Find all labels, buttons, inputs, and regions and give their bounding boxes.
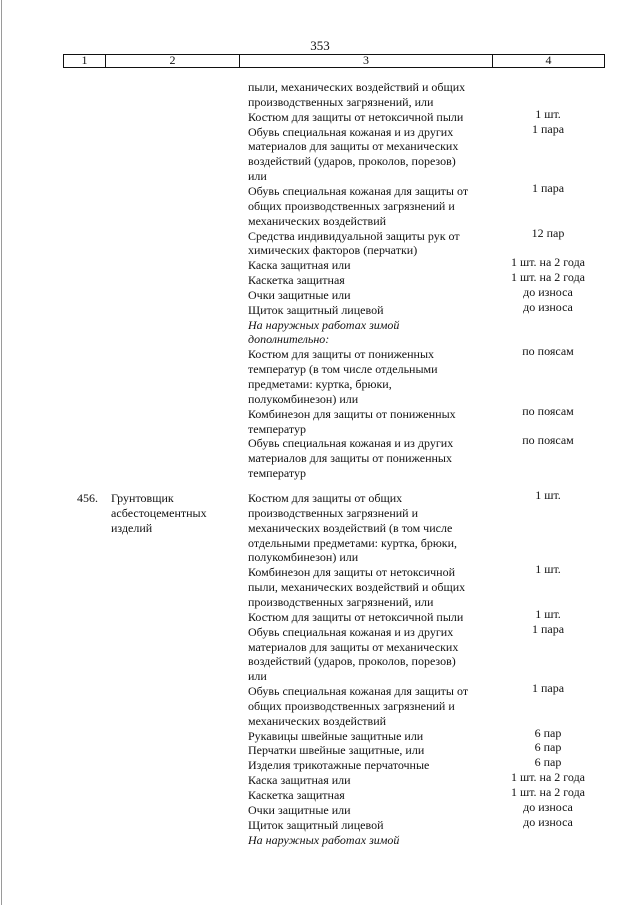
item-text: производственных загрязнений и [248, 505, 419, 520]
item-text: полукомбинезон) или [248, 391, 359, 406]
column-header-row [63, 54, 605, 68]
item-text: механических воздействий [248, 713, 387, 728]
quantity-text: 6 пар [534, 725, 562, 740]
item-text: Костюм для защиты от нетоксичной пыли [248, 609, 464, 624]
item-text: Обувь специальная кожаная для защиты от [248, 183, 469, 198]
item-text: полукомбинезон) или [248, 550, 359, 565]
item-text: Рукавицы швейные защитные или [248, 728, 424, 743]
item-text: Средства индивидуальной защиты рук от [248, 228, 460, 243]
quantity-text: 1 шт. на 2 года [510, 270, 586, 285]
quantity-text: 1 шт. [535, 488, 561, 502]
note-text: На наружных работах зимой [248, 317, 400, 332]
item-text: Костюм для защиты от нетоксичной пыли [248, 109, 464, 124]
scan-edge-line [1, 0, 2, 905]
quantity-text: 1 шт. [535, 106, 561, 121]
item-text: химических факторов (перчатки) [248, 243, 418, 258]
quantity-text: 1 шт. [535, 562, 561, 577]
quantity-text: 1 пара [531, 681, 565, 696]
item-text: Обувь специальная кожаная и из других [248, 124, 454, 139]
quantity-text: по поясам [522, 433, 574, 448]
item-text: пыли, механических воздействий и общих [248, 80, 466, 94]
item-text: Каска защитная или [248, 773, 351, 788]
item-text: общих производственных загрязнений и [248, 198, 455, 213]
item-text: воздействий (ударов, проколов, порезов) [248, 154, 456, 169]
item-text: предметами: куртка, брюки, [248, 377, 392, 391]
column-header-2: 2 [106, 55, 240, 67]
item-text: Каска защитная или [248, 258, 351, 273]
item-text: пыли, механических воздействий и общих [248, 580, 466, 595]
item-text: Обувь специальная кожаная для защиты от [248, 684, 469, 699]
quantity-text: 1 шт. [535, 606, 561, 621]
item-text: Обувь специальная кожаная и из других [248, 624, 454, 639]
item-text: Каскетка защитная [248, 788, 345, 802]
item-text: или [248, 169, 267, 184]
item-text: Костюм для защиты от пониженных [248, 347, 435, 362]
quantity-text: 1 пара [531, 180, 565, 195]
quantity-text: до износа [523, 299, 573, 314]
item-text: Очки защитные или [248, 802, 351, 817]
item-text: Перчатки швейные защитные, или [248, 743, 425, 758]
item-text: температур (в том числе отдельными [248, 362, 438, 377]
quantity-text: 1 шт. на 2 года [510, 785, 586, 799]
item-text: Костюм для защиты от общих [248, 491, 403, 505]
item-text: Изделия трикотажные перчаточные [248, 758, 430, 773]
quantity-text: 1 шт. на 2 года [510, 770, 586, 785]
item-text: Щиток защитный лицевой [248, 817, 384, 832]
item-text: Каскетка защитная [248, 273, 345, 288]
quantity-text: по поясам [522, 344, 574, 359]
quantity-text: 12 пар [531, 225, 565, 240]
item-text: воздействий (ударов, проколов, порезов) [248, 654, 456, 669]
item-text: общих производственных загрязнений и [248, 698, 455, 713]
quantity-text: 6 пар [534, 755, 562, 770]
item-text: Обувь специальная кожаная и из других [248, 436, 454, 451]
page-number: 353 [310, 38, 330, 53]
item-text: температур [248, 466, 307, 481]
item-text: производственных загрязнений, или [248, 94, 434, 109]
profession-text: Грунтовщик [111, 491, 174, 505]
quantity-text: 1 шт. на 2 года [510, 255, 586, 270]
column-header-3: 3 [240, 55, 493, 67]
quantity-text: до износа [523, 284, 573, 299]
item-text: или [248, 669, 267, 684]
item-text: производственных загрязнений, или [248, 594, 434, 609]
profession-text: асбестоцементных [111, 505, 207, 520]
quantity-text: до износа [523, 814, 573, 829]
item-text: материалов для защиты от механических [248, 139, 459, 154]
profession-text: изделий [111, 520, 153, 535]
quantity-text: 1 пара [531, 621, 565, 636]
quantity-text: по поясам [522, 403, 574, 418]
quantity-text: до износа [523, 799, 573, 814]
entry-number: 456. [77, 491, 98, 505]
note-text: дополнительно: [248, 332, 330, 347]
item-text: материалов для защиты от пониженных [248, 451, 452, 466]
column-header-4: 4 [545, 53, 552, 67]
item-text: материалов для защиты от механических [248, 639, 459, 654]
note-text: На наружных работах зимой [248, 832, 400, 847]
item-text: механических воздействий [248, 213, 387, 228]
quantity-text: 1 пара [531, 121, 565, 136]
item-text: Комбинезон для защиты от нетоксичной [248, 565, 456, 580]
quantity-text: 6 пар [534, 740, 562, 755]
item-text: отдельными предметами: куртка, брюки, [248, 535, 458, 550]
item-text: механических воздействий (в том числе [248, 520, 453, 535]
item-text: температур [248, 421, 307, 436]
column-header-1: 1 [64, 55, 106, 67]
item-text: Комбинезон для защиты от пониженных [248, 406, 456, 421]
item-text: Щиток защитный лицевой [248, 302, 384, 317]
item-text: Очки защитные или [248, 287, 351, 302]
